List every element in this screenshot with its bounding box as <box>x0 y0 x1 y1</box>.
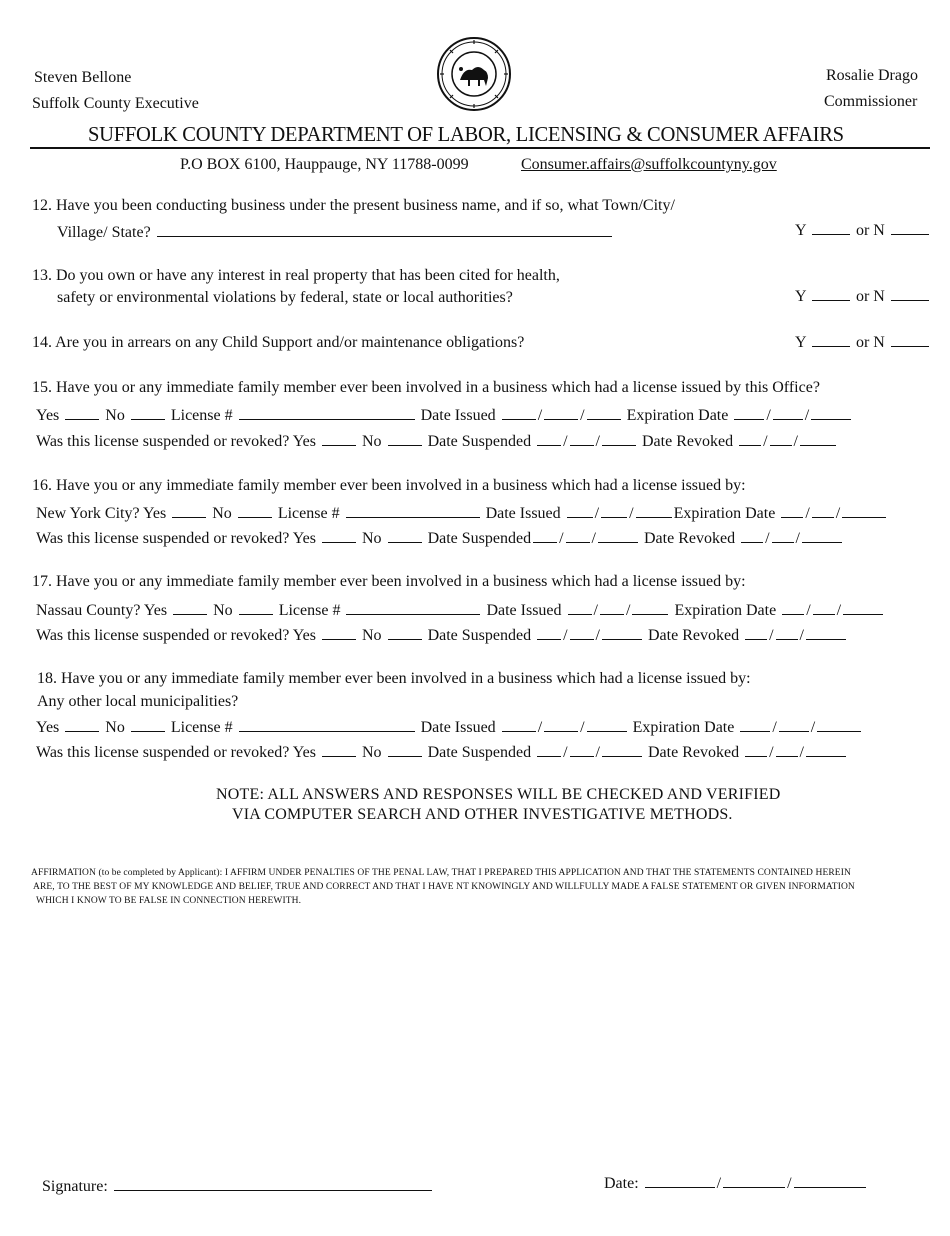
q12-no-field[interactable] <box>891 220 929 235</box>
q16-license-field[interactable] <box>346 503 480 518</box>
affirmation-line-3: WHICH I KNOW TO BE FALSE IN CONNECTION HEREWITH. <box>36 896 302 906</box>
q16-yes-field[interactable] <box>172 503 206 518</box>
slash: / <box>559 530 564 547</box>
q17-susp-year[interactable] <box>602 625 642 640</box>
slash: / <box>836 602 842 619</box>
q16-rev-year[interactable] <box>802 528 842 543</box>
address: P.O BOX 6100, Hauppauge, NY 11788-0099 <box>180 156 469 173</box>
q18-rev-year[interactable] <box>806 742 846 757</box>
q15-rev-day[interactable] <box>770 431 792 446</box>
q15-susp-day[interactable] <box>570 431 594 446</box>
q16-license-row <box>36 503 888 523</box>
slash: / <box>537 407 543 424</box>
slash: / <box>810 719 816 736</box>
slash: / <box>804 407 810 424</box>
q18-susp-year[interactable] <box>602 742 642 757</box>
slash: / <box>593 602 598 619</box>
slash: / <box>625 602 631 619</box>
signature-label: Signature: <box>42 1178 108 1195</box>
q17-license-field[interactable] <box>346 600 480 615</box>
slash: / <box>595 744 600 761</box>
date-issued-label: Date Issued <box>420 407 496 424</box>
q17-rev-year[interactable] <box>806 625 846 640</box>
q15-no-field[interactable] <box>131 405 165 420</box>
q15-issued-month[interactable] <box>502 405 536 420</box>
q16-text: 16. Have you or any immediate family member ever been involved in a business which had a license issued by: <box>32 477 746 494</box>
slash: / <box>795 530 800 547</box>
q18-license-field[interactable] <box>239 717 415 732</box>
date-suspended-label: Date Suspended <box>427 744 532 761</box>
q17-susp-month[interactable] <box>537 625 561 640</box>
q16-suspended-row <box>36 528 844 548</box>
q15-issued-year[interactable] <box>587 405 621 420</box>
q12-location-field[interactable] <box>157 222 612 237</box>
date-issued-label: Date Issued <box>485 505 561 522</box>
slash: / <box>716 1175 722 1192</box>
q17-rev-month[interactable] <box>745 625 767 640</box>
q13-yes-field[interactable] <box>812 286 850 301</box>
yes-label: Yes <box>36 407 60 424</box>
y-label: Y <box>795 222 806 239</box>
q17-prefix: Nassau County? Yes <box>36 602 168 619</box>
county-seal-icon <box>436 36 512 112</box>
date-revoked-label: Date Revoked <box>642 433 734 450</box>
sign-date-month[interactable] <box>645 1173 715 1188</box>
expiration-label: Expiration Date <box>626 407 729 424</box>
executive-name: Steven Bellone <box>34 69 132 86</box>
q15-suspended-row <box>36 431 838 451</box>
q18-rev-day[interactable] <box>776 742 798 757</box>
suspended-question: Was this license suspended or revoked? Yes <box>36 433 316 450</box>
slash: / <box>787 1175 792 1192</box>
date-label: Date: <box>604 1175 639 1192</box>
q16-susp-yes-field[interactable] <box>322 528 356 543</box>
no-label: No <box>362 744 382 761</box>
note-line-2: VIA COMPUTER SEARCH AND OTHER INVESTIGATIVE METHODS. <box>232 806 733 823</box>
slash: / <box>769 627 774 644</box>
department-title: SUFFOLK COUNTY DEPARTMENT OF LABOR, LICENSING & CONSUMER AFFAIRS <box>88 122 844 146</box>
suspended-question: Was this license suspended or revoked? Yes <box>36 530 316 547</box>
no-label: No <box>212 505 232 522</box>
slash: / <box>591 530 596 547</box>
license-num-label: License # <box>170 719 233 736</box>
q16-exp-day[interactable] <box>812 503 834 518</box>
q18-issued-day[interactable] <box>544 717 578 732</box>
q17-exp-month[interactable] <box>782 600 804 615</box>
slash: / <box>563 433 568 450</box>
q18-exp-month[interactable] <box>740 717 770 732</box>
date-suspended-label: Date Suspended <box>427 627 532 644</box>
q16-rev-month[interactable] <box>741 528 763 543</box>
slash: / <box>835 505 841 522</box>
q15-license-row <box>36 405 853 425</box>
commissioner-name: Rosalie Drago <box>826 67 918 84</box>
q17-no-field[interactable] <box>239 600 273 615</box>
date-revoked-label: Date Revoked <box>648 627 740 644</box>
q16-issued-month[interactable] <box>567 503 593 518</box>
q18-license-row <box>36 717 863 737</box>
no-label: No <box>105 719 125 736</box>
note-line-1: NOTE: ALL ANSWERS AND RESPONSES WILL BE CHECKED AND VERIFIED <box>216 786 781 803</box>
suspended-question: Was this license suspended or revoked? Yes <box>36 627 316 644</box>
q15-susp-year[interactable] <box>602 431 636 446</box>
expiration-label: Expiration Date <box>632 719 735 736</box>
slash: / <box>537 719 543 736</box>
date-suspended-label: Date Suspended <box>427 530 532 547</box>
q18-susp-yes-field[interactable] <box>322 742 356 757</box>
signature-row <box>42 1176 434 1196</box>
q16-susp-year[interactable] <box>598 528 638 543</box>
q18-yes-field[interactable] <box>65 717 99 732</box>
q18-rev-month[interactable] <box>745 742 767 757</box>
slash: / <box>765 530 770 547</box>
slash: / <box>580 407 585 424</box>
q18-issued-year[interactable] <box>587 717 627 732</box>
q16-susp-no-field[interactable] <box>388 528 422 543</box>
slash: / <box>766 407 771 424</box>
no-label: No <box>105 407 125 424</box>
no-label: No <box>213 602 233 619</box>
q17-text: 17. Have you or any immediate family member ever been involved in a business which had a license issued by: <box>32 573 746 590</box>
q18-issued-month[interactable] <box>502 717 536 732</box>
q12-answer <box>795 220 931 240</box>
q18-no-field[interactable] <box>131 717 165 732</box>
q18-exp-day[interactable] <box>779 717 809 732</box>
q17-suspended-row <box>36 625 848 645</box>
q12-yes-field[interactable] <box>812 220 850 235</box>
q13-text-2: safety or environmental violations by federal, state or local authorities? <box>57 289 513 306</box>
q16-exp-year[interactable] <box>842 503 886 518</box>
date-row <box>604 1173 868 1193</box>
or-n-label: or N <box>855 288 885 305</box>
suspended-question: Was this license suspended or revoked? Yes <box>36 744 316 761</box>
q18-susp-month[interactable] <box>537 742 561 757</box>
q15-exp-year[interactable] <box>811 405 851 420</box>
slash: / <box>805 505 810 522</box>
q17-exp-year[interactable] <box>843 600 883 615</box>
q16-issued-year[interactable] <box>636 503 672 518</box>
q15-license-field[interactable] <box>239 405 415 420</box>
q15-rev-year[interactable] <box>800 431 836 446</box>
sign-date-day[interactable] <box>723 1173 785 1188</box>
slash: / <box>595 433 600 450</box>
affirmation-line-2: ARE, TO THE BEST OF MY KNOWLEDGE AND BELIEF, TRUE AND CORRECT AND THAT I HAVE NT KNOWINGLY AND WILLFULLY MADE A FALSE STATEMENT OR GIVEN INFORMATION <box>33 882 855 892</box>
q15-exp-day[interactable] <box>773 405 803 420</box>
y-label: Y <box>795 288 806 305</box>
no-label: No <box>362 530 382 547</box>
executive-title: Suffolk County Executive <box>32 95 199 112</box>
q17-license-row <box>36 600 885 620</box>
commissioner-title: Commissioner <box>824 93 918 110</box>
q18-susp-day[interactable] <box>570 742 594 757</box>
q15-susp-month[interactable] <box>537 431 561 446</box>
slash: / <box>763 433 768 450</box>
q17-issued-day[interactable] <box>600 600 624 615</box>
license-num-label: License # <box>278 602 341 619</box>
slash: / <box>595 627 600 644</box>
no-label: No <box>362 433 382 450</box>
signature-field[interactable] <box>114 1176 432 1191</box>
q18-susp-no-field[interactable] <box>388 742 422 757</box>
q16-rev-day[interactable] <box>772 528 794 543</box>
date-suspended-label: Date Suspended <box>427 433 532 450</box>
slash: / <box>799 627 804 644</box>
date-issued-label: Date Issued <box>420 719 496 736</box>
q17-rev-day[interactable] <box>776 625 798 640</box>
q13-no-field[interactable] <box>891 286 929 301</box>
slash: / <box>769 744 774 761</box>
q15-text: 15. Have you or any immediate family member ever been involved in a business which had a license issued by this Office? <box>32 379 820 396</box>
q15-rev-month[interactable] <box>739 431 761 446</box>
q18-suspended-row <box>36 742 848 762</box>
or-n-label: or N <box>855 334 885 351</box>
date-revoked-label: Date Revoked <box>648 744 740 761</box>
q14-yes-field[interactable] <box>812 332 850 347</box>
q16-susp-month[interactable] <box>533 528 557 543</box>
q18-text: 18. Have you or any immediate family member ever been involved in a business which had a license issued by: <box>37 670 751 687</box>
slash: / <box>793 433 798 450</box>
license-num-label: License # <box>170 407 233 424</box>
no-label: No <box>362 627 382 644</box>
q13-text: 13. Do you own or have any interest in real property that has been cited for health, <box>32 267 560 284</box>
slash: / <box>799 744 804 761</box>
sign-date-year[interactable] <box>794 1173 866 1188</box>
y-label: Y <box>795 334 806 351</box>
q18-text-2: Any other local municipalities? <box>37 693 239 710</box>
q14-answer <box>795 332 931 352</box>
slash: / <box>772 719 777 736</box>
q16-prefix: New York City? Yes <box>36 505 167 522</box>
yes-label: Yes <box>36 719 60 736</box>
q16-exp-month[interactable] <box>781 503 803 518</box>
q15-susp-no-field[interactable] <box>388 431 422 446</box>
q16-no-field[interactable] <box>238 503 272 518</box>
q13-answer <box>795 286 931 306</box>
q16-susp-day[interactable] <box>566 528 590 543</box>
q12-text: 12. Have you been conducting business under the present business name, and if so, what Town/City/ <box>32 197 675 214</box>
slash: / <box>594 505 600 522</box>
q17-susp-no-field[interactable] <box>388 625 422 640</box>
q17-susp-yes-field[interactable] <box>322 625 356 640</box>
q14-text: 14. Are you in arrears on any Child Support and/or maintenance obligations? <box>32 334 525 351</box>
q12-village-label: Village/ State? <box>57 224 151 241</box>
affirmation-line-1: AFFIRMATION (to be completed by Applicant): I AFFIRM UNDER PENALTIES OF THE PENAL LAW, THAT I PREPARED THIS APPLICATION AND THAT THE STATEMENTS CONTAINED HEREIN <box>31 868 851 878</box>
q15-yes-field[interactable] <box>65 405 99 420</box>
q17-susp-day[interactable] <box>570 625 594 640</box>
slash: / <box>806 602 811 619</box>
slash: / <box>629 505 634 522</box>
q17-exp-day[interactable] <box>813 600 835 615</box>
q15-susp-yes-field[interactable] <box>322 431 356 446</box>
email-link[interactable]: Consumer.affairs@suffolkcountyny.gov <box>521 156 777 173</box>
or-n-label: or N <box>855 222 885 239</box>
q16-issued-day[interactable] <box>601 503 627 518</box>
date-issued-label: Date Issued <box>486 602 562 619</box>
slash: / <box>580 719 585 736</box>
q14-no-field[interactable] <box>891 332 929 347</box>
expiration-label: Expiration Date <box>674 602 777 619</box>
q15-exp-month[interactable] <box>734 405 764 420</box>
license-num-label: License # <box>277 505 340 522</box>
slash: / <box>563 744 568 761</box>
q15-issued-day[interactable] <box>544 405 578 420</box>
slash: / <box>563 627 568 644</box>
q12-village <box>57 222 614 242</box>
q17-yes-field[interactable] <box>173 600 207 615</box>
q17-issued-month[interactable] <box>568 600 592 615</box>
expiration-label: Expiration Date <box>673 505 776 522</box>
date-revoked-label: Date Revoked <box>644 530 736 547</box>
q18-exp-year[interactable] <box>817 717 861 732</box>
header-rule <box>30 147 930 149</box>
q17-issued-year[interactable] <box>632 600 668 615</box>
